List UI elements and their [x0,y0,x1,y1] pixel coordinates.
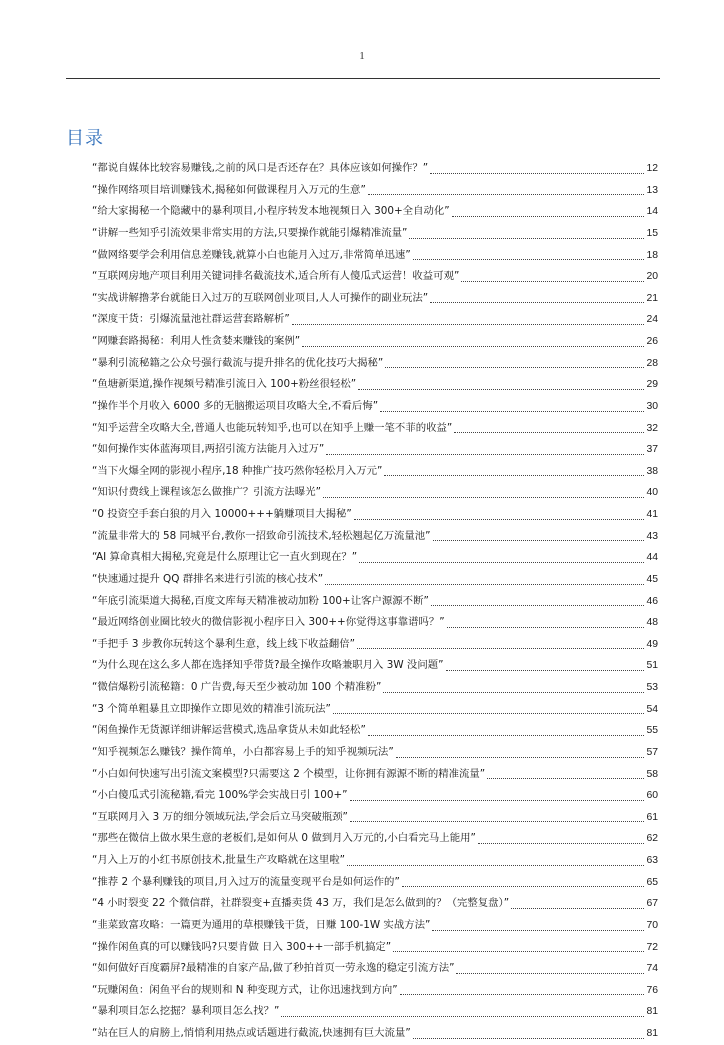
toc-entry-title[interactable]: “互联网月入 3 万的细分领域玩法,学会后立马突破瓶颈” [92,810,348,823]
toc-entry-title[interactable]: “实战讲解撸茅台就能日入过万的互联网创业项目,人人可操作的副业玩法” [92,291,429,304]
toc-entry-title[interactable]: “4 小时裂变 22 个微信群，社群裂变+直播卖货 43 万，我们是怎么做到的？（完整复盘）” [92,897,510,910]
toc-entry[interactable] [92,937,658,959]
toc-entry[interactable] [92,418,658,440]
toc-entry-title[interactable]: “知乎运营全攻略大全,普通人也能玩转知乎,也可以在知乎上赚一笔不菲的收益” [92,421,453,434]
toc-entry-page-number[interactable]: 72 [646,941,658,953]
toc-entry-title[interactable]: “操作半个月收入 6000 多的无脑搬运项目攻略大全,不看后悔” [92,399,379,412]
toc-entry[interactable] [92,958,658,980]
toc-list [92,158,658,1045]
toc-entry-page-number[interactable]: 43 [646,530,658,542]
toc-entry-page-number[interactable]: 81 [646,1006,658,1018]
toc-dot-leader [413,1038,645,1039]
toc-entry[interactable] [92,699,658,721]
toc-entry-page-number[interactable]: 41 [646,509,658,520]
toc-dot-leader [402,886,645,887]
toc-dot-leader [359,562,644,563]
toc-entry-page-number[interactable]: 44 [646,552,658,564]
toc-dot-leader [478,843,645,844]
toc-entry-title[interactable]: “0 投资空手套白狼的月入 10000+++躺赚项目大揭秘” [92,508,352,520]
toc-entry[interactable] [92,1001,658,1023]
toc-dot-leader [447,627,645,628]
toc-entry-title[interactable]: “鱼塘新渠道,操作视频号精准引流日入 100+粉丝很轻松” [92,378,357,391]
toc-dot-leader [326,454,644,455]
toc-entry-page-number[interactable]: 13 [646,184,658,196]
toc-entry-page-number[interactable]: 24 [646,314,658,326]
toc-entry-title[interactable]: “手把手 3 步教你玩转这个暴利生意，线上线下收益翻倍” [92,637,355,650]
toc-entry[interactable] [92,223,658,245]
toc-dot-leader [413,259,645,260]
toc-entry[interactable] [92,201,658,223]
toc-entry-page-number[interactable]: 63 [646,855,658,866]
toc-entry[interactable] [92,850,658,872]
toc-dot-leader [456,973,644,974]
toc-dot-leader [350,800,645,801]
toc-entry[interactable] [92,353,658,375]
toc-entry[interactable] [92,309,658,331]
toc-entry-title[interactable]: “小白傻瓜式引流秘籍,看完 100%学会实战日引 100+” [92,789,348,802]
toc-entry-page-number[interactable]: 65 [646,876,658,888]
toc-entry-title[interactable]: “AI 算命真相大揭秘,究竟是什么原理让它一直火到现在？” [92,551,358,564]
toc-dot-leader [281,1016,644,1017]
toc-dot-leader [350,821,645,822]
toc-entry-title[interactable]: “暴利项目怎么挖掘？暴利项目怎么找？” [92,1005,280,1018]
toc-entry[interactable] [92,288,658,310]
toc-entry[interactable] [92,742,658,764]
toc-entry-title[interactable]: “暴利引流秘籍之公众号强行截流与提升排名的优化技巧大揭秘” [92,356,384,369]
toc-dot-leader [409,238,644,239]
toc-entry-page-number[interactable]: 18 [646,249,658,261]
toc-entry-title[interactable]: “做网络要学会利用信息差赚钱,就算小白也能月入过万,非常简单迅速” [92,248,411,261]
toc-dot-leader [385,367,644,368]
toc-entry-page-number[interactable]: 38 [646,465,658,477]
toc-entry-title[interactable]: “网赚套路揭秘：利用人性贪婪来赚钱的案例” [92,335,301,347]
toc-dot-leader [461,281,644,282]
toc-entry-title[interactable]: “如何操作实体蓝海项目,两招引流方法能月入过万” [92,443,325,456]
toc-entry[interactable] [92,915,658,937]
toc-dot-leader [431,605,645,606]
toc-entry-page-number[interactable]: 61 [646,811,658,823]
header-rule [66,78,660,79]
toc-entry-title[interactable]: “当下火爆全网的影视小程序,18 种推广技巧然你轻松月入万元” [92,464,383,477]
toc-entry-page-number[interactable]: 37 [646,444,658,456]
toc-dot-leader [368,735,645,736]
toc-dot-leader [383,692,644,693]
toc-entry[interactable] [92,893,658,915]
toc-entry-title[interactable]: “月入上万的小红书原创技术,批量生产攻略就在这里啦” [92,854,346,866]
toc-entry-title[interactable]: “深度干货：引爆流量池社群运营套路解析” [92,313,290,326]
toc-entry-title[interactable]: “快速通过提升 QQ 群排名来进行引流的核心技术” [92,572,324,585]
toc-entry-page-number[interactable]: 28 [646,357,658,369]
toc-entry[interactable] [92,331,658,353]
toc-entry-page-number[interactable]: 14 [646,206,658,218]
toc-entry-title[interactable]: “微信爆粉引流秘籍：0 广告费,每天至少被动加 100 个精准粉” [92,681,382,693]
toc-dot-leader [347,865,644,866]
toc-entry-page-number[interactable]: 70 [646,919,658,931]
toc-entry-title[interactable]: “操作网络项目培训赚钱术,揭秘如何做课程月入万元的生意” [92,183,366,196]
toc-entry[interactable] [92,677,658,699]
toc-entry[interactable] [92,612,658,634]
toc-dot-leader [511,908,644,909]
toc-entry-title[interactable]: “那些在微信上做水果生意的老板们,是如何从 0 做到月入万元的,小白看完马上能用” [92,832,476,845]
toc-dot-leader [452,216,645,217]
toc-dot-leader [430,173,644,174]
toc-entry-title[interactable]: “推荐 2 个暴利赚钱的项目,月入过万的流量变现平台是如何运作的” [92,875,400,888]
toc-entry[interactable] [92,655,658,677]
toc-entry-title[interactable]: “知识付费线上课程该怎么做推广？引流方法曝光” [92,486,321,499]
toc-entry-title[interactable]: “知乎视频怎么赚钱？操作简单，小白都容易上手的知乎视频玩法” [92,745,394,758]
toc-dot-leader [358,389,644,390]
toc-dot-leader [380,411,644,412]
toc-entry[interactable] [92,634,658,656]
toc-entry-page-number[interactable]: 20 [646,271,658,283]
toc-entry-title[interactable]: “玩赚闲鱼：闲鱼平台的规则和 N 种变现方式，让你迅速找到方向” [92,983,398,996]
toc-dot-leader [325,584,644,585]
toc-entry-title[interactable]: “站在巨人的肩膀上,悄悄利用热点或话题进行截流,快速拥有巨大流量” [92,1027,411,1039]
toc-entry-title[interactable]: “都说自媒体比较容易赚钱,之前的风口是否还存在？具体应该如何操作？” [92,162,429,174]
toc-entry-page-number[interactable]: 62 [646,833,658,845]
toc-dot-leader [454,432,644,433]
toc-entry-title[interactable]: “最近网络创业圈比较火的微信影视小程序日入 300++你觉得这事靠谱吗？” [92,616,445,629]
toc-dot-leader [354,519,645,520]
toc-dot-leader [433,540,645,541]
toc-entry-page-number[interactable]: 32 [646,422,658,434]
toc-entry[interactable] [92,807,658,829]
toc-entry[interactable] [92,872,658,894]
toc-entry-page-number[interactable]: 81 [646,1028,658,1039]
page-number: 1 [359,50,365,62]
toc-entry-title[interactable]: “小白如何快速写出引流文案模型?只需要这 2 个模型，让你拥有源源不断的精准流量” [92,767,486,780]
toc-entry-page-number[interactable]: 30 [646,400,658,412]
toc-dot-leader [393,951,644,952]
toc-dot-leader [302,346,644,347]
toc-entry-title[interactable]: “流量非常大的 58 同城平台,教你一招致命引流技术,轻松翘起亿万流量池” [92,529,431,542]
toc-entry[interactable] [92,828,658,850]
toc-entry-title[interactable]: “讲解一些知乎引流效果非常实用的方法,只要操作就能引爆精准流量” [92,226,408,239]
toc-title: 目录 [66,128,104,149]
toc-entry-page-number[interactable]: 55 [646,725,658,737]
toc-entry[interactable] [92,245,658,267]
toc-dot-leader [432,930,644,931]
toc-dot-leader [487,778,644,779]
toc-entry-page-number[interactable]: 45 [646,573,658,585]
toc-entry-page-number[interactable]: 26 [646,336,658,347]
toc-entry[interactable] [92,504,658,526]
toc-entry-page-number[interactable]: 48 [646,617,658,629]
toc-dot-leader [292,324,645,325]
toc-entry[interactable] [92,439,658,461]
toc-entry-title[interactable]: “如何做好百度霸屏?最精准的自家产品,做了秒拍首页一劳永逸的稳定引流方法” [92,962,455,975]
toc-entry-page-number[interactable]: 21 [646,292,658,304]
toc-entry[interactable] [92,396,658,418]
toc-entry[interactable] [92,569,658,591]
toc-entry-title[interactable]: “年底引流渠道大揭秘,百度文库每天精准被动加粉 100+让客户源源不断” [92,594,429,607]
toc-entry-page-number[interactable]: 74 [646,963,658,975]
toc-entry-page-number[interactable]: 12 [646,163,658,174]
toc-entry-page-number[interactable]: 46 [646,595,658,607]
toc-entry-page-number[interactable]: 57 [646,746,658,758]
toc-entry-title[interactable]: “操作闲鱼真的可以赚钱吗?只要肯做 日入 300++一部手机搞定” [92,940,392,953]
toc-entry[interactable] [92,374,658,396]
toc-entry-page-number[interactable]: 51 [646,660,658,672]
toc-entry-page-number[interactable]: 29 [646,379,658,391]
toc-entry[interactable] [92,461,658,483]
toc-entry[interactable] [92,526,658,548]
toc-dot-leader [323,497,644,498]
toc-dot-leader [333,713,645,714]
toc-dot-leader [400,994,645,995]
toc-entry-page-number[interactable]: 60 [646,790,658,802]
toc-entry[interactable] [92,591,658,613]
toc-dot-leader [430,302,644,303]
toc-dot-leader [357,648,644,649]
toc-entry-page-number[interactable]: 15 [646,227,658,239]
toc-entry[interactable] [92,785,658,807]
toc-entry-title[interactable]: “3 个简单粗暴且立即操作立即见效的精准引流玩法” [92,702,331,715]
toc-entry-page-number[interactable]: 49 [646,638,658,650]
toc-entry-title[interactable]: “闲鱼操作无货源详细讲解运营模式,选品拿货从未如此轻松” [92,724,366,737]
toc-entry-page-number[interactable]: 76 [646,984,658,996]
toc-entry[interactable] [92,547,658,569]
toc-dot-leader [446,670,645,671]
toc-entry-page-number[interactable]: 53 [646,682,658,693]
toc-entry[interactable] [92,764,658,786]
toc-entry-title[interactable]: “韭菜致富攻略：一篇更为通用的草根赚钱干货，日赚 100-1W 实战方法” [92,918,431,931]
toc-entry[interactable] [92,720,658,742]
toc-entry[interactable] [92,1023,658,1045]
toc-entry-page-number[interactable]: 54 [646,703,658,715]
toc-dot-leader [384,475,644,476]
toc-entry[interactable] [92,266,658,288]
toc-entry-page-number[interactable]: 40 [646,487,658,499]
toc-entry-title[interactable]: “为什么现在这么多人都在选择知乎带货?最全操作攻略兼职月入 3W 没问题” [92,659,444,672]
toc-entry-title[interactable]: “互联网房地产项目利用关键词排名截流技术,适合所有人傻瓜式运营！收益可观” [92,270,460,283]
toc-entry-page-number[interactable]: 58 [646,768,658,780]
toc-dot-leader [368,194,645,195]
toc-entry[interactable] [92,482,658,504]
toc-entry[interactable] [92,180,658,202]
toc-entry[interactable] [92,158,658,180]
toc-entry-page-number[interactable]: 67 [646,898,658,910]
toc-entry[interactable] [92,980,658,1002]
toc-dot-leader [396,757,645,758]
toc-entry-title[interactable]: “给大家揭秘一个隐藏中的暴利项目,小程序转发本地视频日入 300+全自动化” [92,205,450,218]
